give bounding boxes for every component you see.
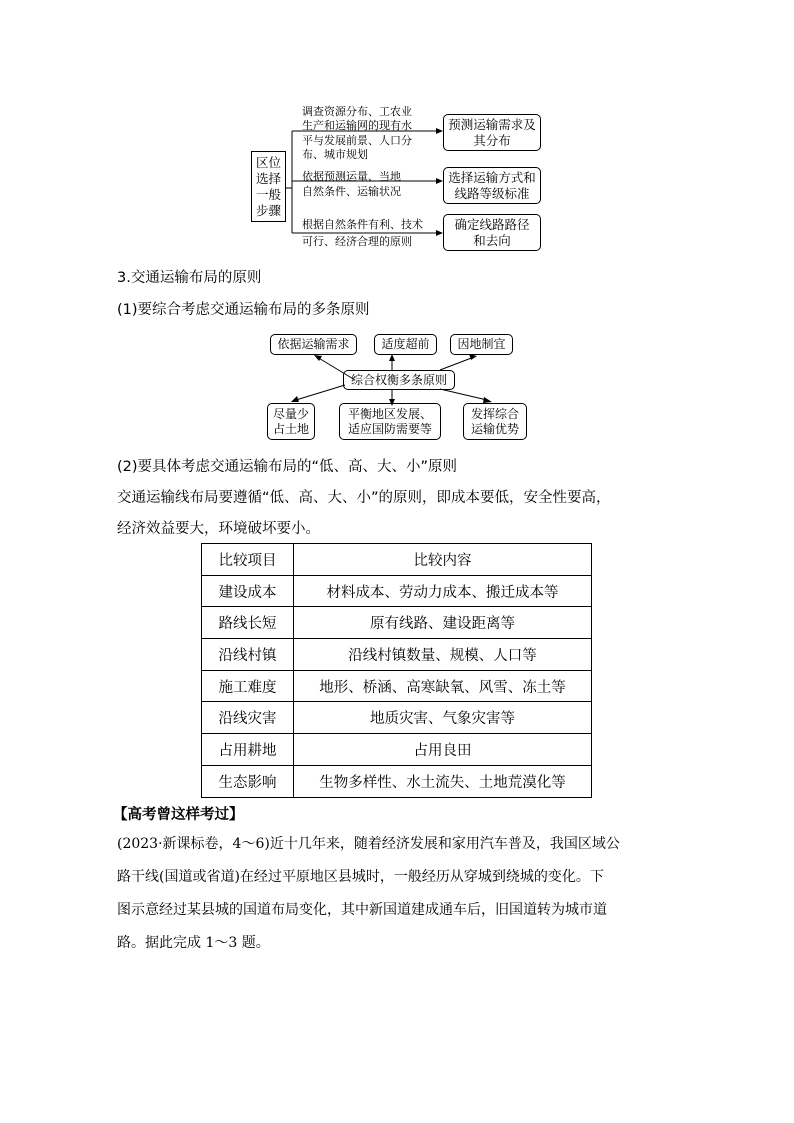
table-row (202, 639, 592, 671)
table-cell-item: 沿线村镇 (202, 639, 294, 671)
principle-bottom-right: 发挥综合 运输优势 (463, 403, 527, 440)
table-row (202, 607, 592, 639)
result-box-2: 选择运输方式和 线路等级标准 (443, 167, 541, 204)
table-cell-item: 施工难度 (202, 670, 294, 702)
table-header-cell: 比较内容 (294, 544, 592, 576)
branch1-label-line: 调查资源分布、工农业 (302, 105, 412, 118)
principle-center: 综合权衡多条原则 (343, 370, 455, 390)
subsection-1-title: (1)要综合考虑交通运输布局的多条原则 (117, 302, 370, 318)
table-cell-content: 地形、桥涵、高寒缺氧、风雪、冻土等 (294, 670, 592, 702)
exam-heading: 【高考曾这样考过】 (113, 807, 244, 823)
table-cell-item: 占用耕地 (202, 734, 294, 766)
table-cell-item: 生态影响 (202, 765, 294, 797)
result-box-3: 确定线路路径 和去向 (443, 214, 541, 251)
exam-paragraph (117, 834, 620, 953)
root-box: 区位 选择 一般 步骤 (251, 151, 286, 222)
table-cell-item: 沿线灾害 (202, 702, 294, 734)
branch3-label-line: 根据自然条件有利、技术 (302, 218, 423, 231)
branch2-label-line: 依据预测运量、当地 (302, 170, 401, 183)
table-row (202, 702, 592, 734)
table-header-cell: 比较项目 (202, 544, 294, 576)
table-cell-content: 占用良田 (294, 734, 592, 766)
paragraph-line: 交通运输线布局要遵循“低、高、大、小”的原则，即成本要低，安全性要高， (117, 490, 611, 506)
principle-bottom-left: 尽量少 占土地 (267, 403, 315, 440)
exam-line: 路。据此完成 1～3 题。 (117, 935, 270, 951)
table-row (202, 765, 592, 797)
table-cell-item: 路线长短 (202, 607, 294, 639)
principle-bottom-mid: 平衡地区发展、 适应国防需要等 (339, 403, 441, 440)
table-row (202, 734, 592, 766)
diagram2-connectors (0, 0, 794, 460)
principle-top-left: 依据运输需求 (270, 334, 357, 355)
exam-line: 图示意经过某县城的国道布局变化，其中新国道建成通车后，旧国道转为城市道 (117, 902, 607, 918)
section-title: 3.交通运输布局的原则 (117, 270, 262, 286)
comparison-table (201, 543, 592, 798)
branch2-label-line: 自然条件、运输状况 (302, 185, 401, 198)
paragraph-line: 经济效益要大，环境破坏要小。 (117, 521, 320, 537)
principle-top-mid: 适度超前 (374, 334, 437, 355)
result-box-1: 预测运输需求及 其分布 (443, 114, 541, 151)
branch3-label-line: 可行、经济合理的原则 (302, 235, 412, 248)
table-cell-content: 材料成本、劳动力成本、搬迁成本等 (294, 575, 592, 607)
table-cell-content: 生物多样性、水土流失、土地荒漠化等 (294, 765, 592, 797)
exam-line: (2023·新课标卷，4～6)近十几年来，随着经济发展和家用汽车普及，我国区域公 (117, 836, 620, 852)
branch1-label-line: 布、城市规划 (302, 148, 368, 161)
table-cell-content: 原有线路、建设距离等 (294, 607, 592, 639)
subsection-2-paragraph (117, 488, 611, 539)
table-cell-item: 建设成本 (202, 575, 294, 607)
table-cell-content: 沿线村镇数量、规模、人口等 (294, 639, 592, 671)
branch1-label-line: 平与发展前景、人口分 (302, 134, 412, 147)
table-row (202, 575, 592, 607)
exam-line: 路干线(国道或省道)在经过平原地区县城时，一般经历从穿城到绕城的变化。下 (117, 869, 604, 885)
principle-top-right: 因地制宜 (450, 334, 513, 355)
table-cell-content: 地质灾害、气象灾害等 (294, 702, 592, 734)
branch1-label-line: 生产和运输网的现有水 (302, 119, 412, 132)
table-header-row (202, 544, 592, 576)
subsection-2-title: (2)要具体考虑交通运输布局的“低、高、大、小”原则 (117, 459, 458, 475)
table-row (202, 670, 592, 702)
